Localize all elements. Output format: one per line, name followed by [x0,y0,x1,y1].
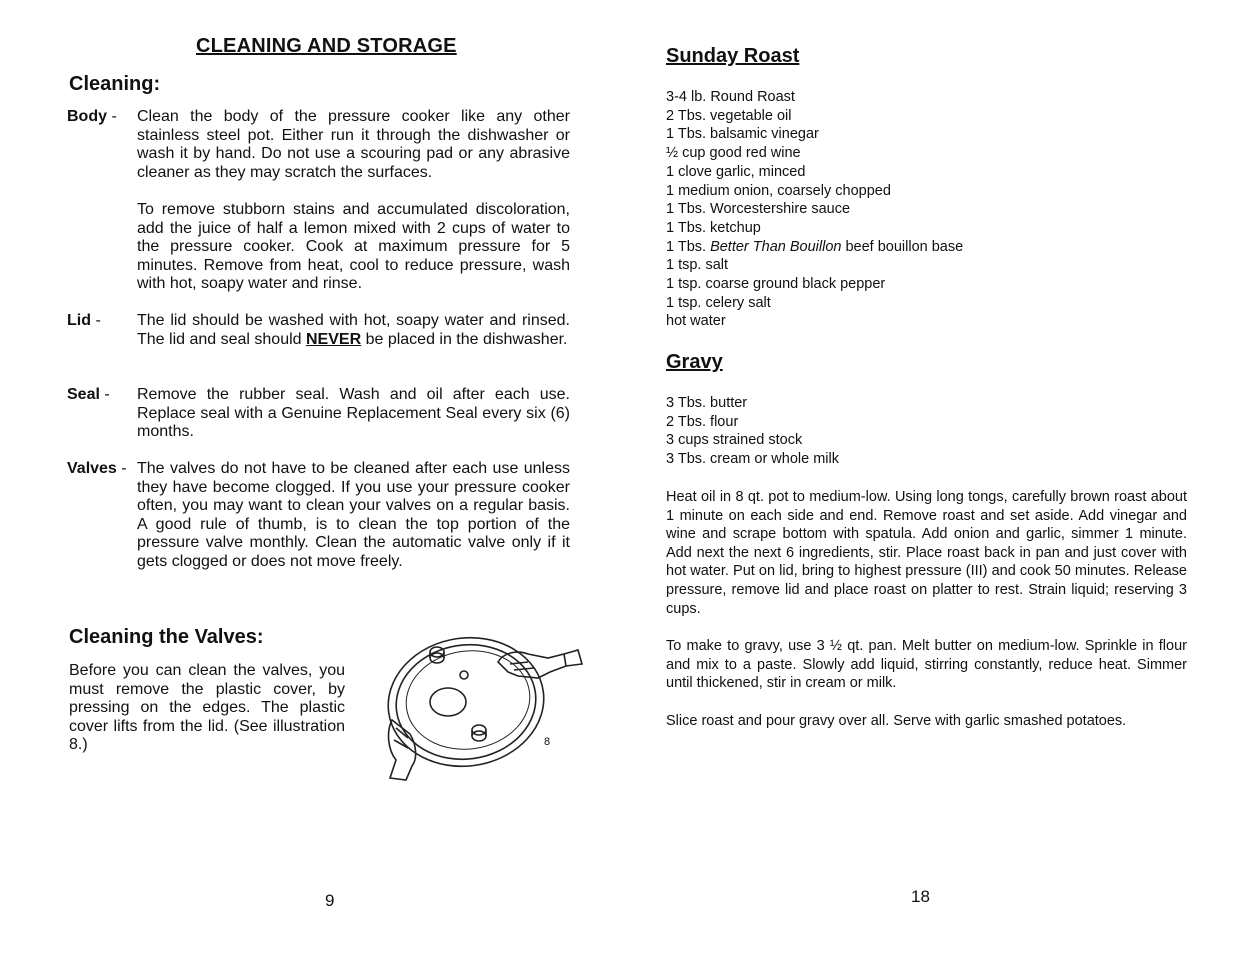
directions-paragraph-2: To make to gravy, use 3 ½ qt. pan. Melt butter on medium-low. Sprinkle in flour and mix to a paste. Slowly add liquid, stirring constantly, reduce heat. Simmer until thickened, stir in cream or milk. [666,638,1187,692]
ingredient-bouillon [666,238,963,257]
term-label: Valves [67,460,117,477]
lid-center-plate [430,688,466,716]
term-label: Lid [67,312,91,329]
valves-paragraph: The valves do not have to be cleaned after each use unless they have become clogged. If you use your pressure cooker often, you may want to clean your valves on a regular basis. A good rule of thumb, is to clean the top portion of the pressure valve monthly. Clean the automatic valve only if it gets clogged or does not move freely. [137,460,570,570]
valves-heading: Cleaning the Valves: [69,626,264,648]
valve-bottom [472,725,486,735]
term-separator: - [116,460,127,477]
bouillon-brand: Better Than Bouillon [710,238,842,255]
ingredient: 1 tsp. coarse ground black pepper [666,276,886,293]
lid-text: The lid should be washed with hot, soapy water and rinsed. The lid and seal should [137,312,570,348]
valves-instructions: Before you can clean the valves, you must remove the plastic cover, by pressing on the edges. The plastic cover lifts from the lid. (See illustration 8.) [69,662,345,754]
bouillon-suffix: beef bouillon base [841,238,964,255]
gravy-ingredients [666,394,839,469]
never-emphasis: NEVER [306,330,362,348]
term-label: Seal [67,386,100,403]
ingredient: 1 Tbs. ketchup [666,219,761,236]
roast-title: Sunday Roast [666,45,800,67]
ingredient: 1 medium onion, coarsely chopped [666,182,891,199]
term-lid [67,312,101,331]
cleaning-heading: Cleaning: [69,73,161,95]
ingredient: 1 tsp. celery salt [666,294,771,311]
lid-text-end: be placed in the dishwasher. [361,330,568,348]
ingredient: 2 Tbs. vegetable oil [666,107,792,124]
lid-knob [460,671,468,679]
roast-ingredients [666,88,963,331]
ingredient: 3 cups strained stock [666,432,803,449]
body-paragraph-2: To remove stubborn stains and accumulated discoloration, add the juice of half a lemon mixed with 2 cups of water to the pressure cooker. Cook at maximum pressure for 5 minutes. Remove from heat, cool to reduce pressure, wash with hot, soapy water and rinse. [137,201,570,293]
page-title: CLEANING AND STORAGE [196,35,457,57]
ingredient: 1 clove garlic, minced [666,163,806,180]
lid-illustration [378,620,593,785]
term-seal [67,386,110,405]
ingredient: ½ cup good red wine [666,145,801,162]
term-valves [67,460,127,479]
ingredient: 3 Tbs. butter [666,395,748,411]
term-body [67,108,117,127]
figure-label: 8 [544,736,551,748]
ingredient: 1 Tbs. Worcestershire sauce [666,201,851,218]
lid-paragraph [137,312,570,349]
body-paragraph-1: Clean the body of the pressure cooker like any other stainless steel pot. Either run it through the dishwasher or wash it by hand. Do not use a scouring pad or any abrasive cleaner as they may scratch the surfaces. [137,108,570,181]
term-separator: - [91,312,101,329]
term-label: Body [67,108,107,125]
directions-paragraph-1: Heat oil in 8 qt. pot to medium-low. Using long tongs, carefully brown roast about 1 minute on each side and end. Remove roast and set aside. Add vinegar and wine and scrape bottom with spatula. Add onion and garlic, simmer 1 minute. Add next the next 6 ingredients, stir. Place roast back in pan and just cover with hot water. Put on lid, bring to highest pressure (III) and cook 50 minutes. Release pressure, remove lid and place roast on platter to rest. Strain liquid; reserving 3 cups. [666,489,1187,617]
gravy-title: Gravy [666,351,723,373]
term-separator: - [99,386,110,403]
ingredient: 2 Tbs. flour [666,413,739,430]
term-separator: - [107,108,117,125]
page-number-left: 9 [325,891,335,910]
ingredient: hot water [666,313,726,330]
ingredient: 1 Tbs. balsamic vinegar [666,126,819,143]
seal-paragraph: Remove the rubber seal. Wash and oil after each use. Replace seal with a Genuine Replacement Seal every six (6) months. [137,386,570,441]
bouillon-prefix: 1 Tbs. [666,238,711,255]
lid-drawing [378,620,593,785]
ingredient: 3 Tbs. cream or whole milk [666,451,839,468]
directions-paragraph-3: Slice roast and pour gravy over all. Serve with garlic smashed potatoes. [666,713,1127,729]
page-number-right: 18 [911,887,930,906]
ingredient: 1 tsp. salt [666,257,729,274]
ingredient: 3-4 lb. Round Roast [666,89,795,105]
